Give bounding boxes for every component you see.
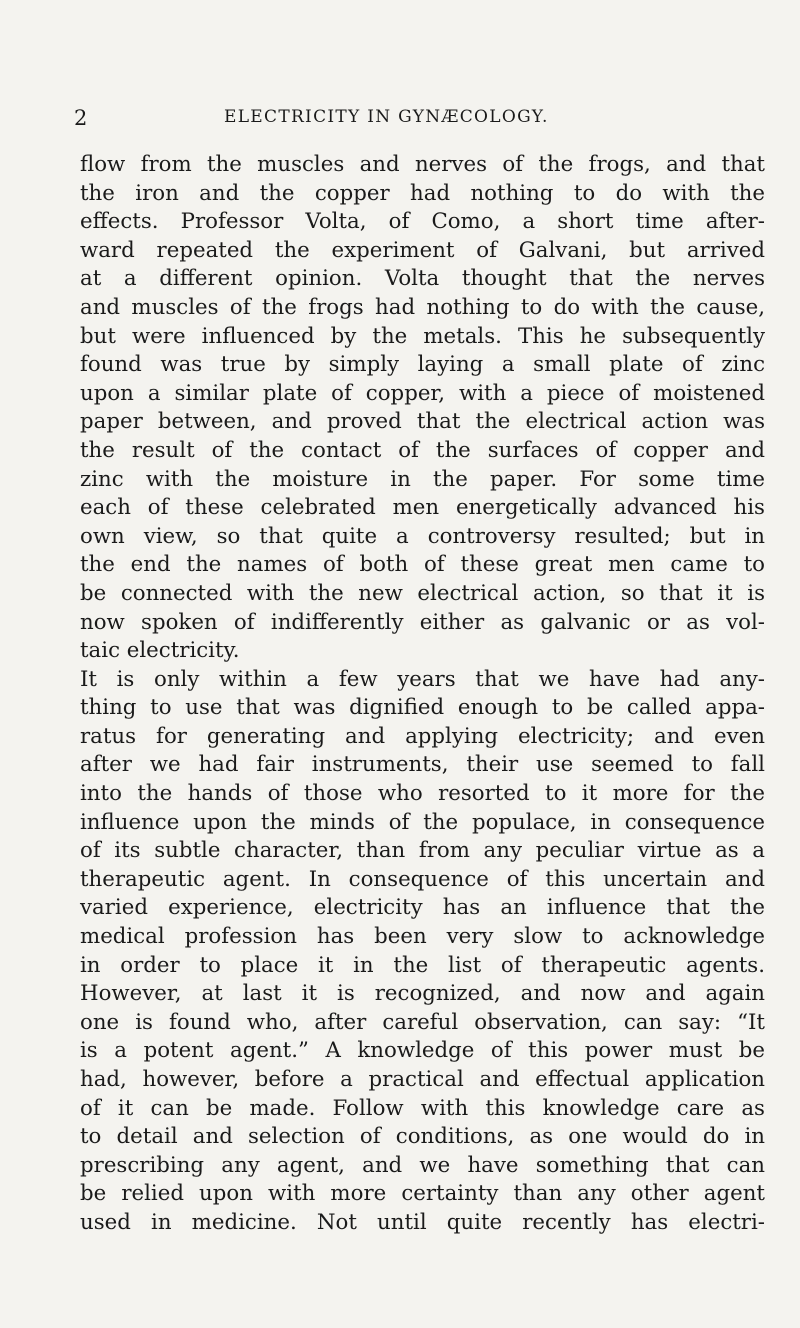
text-line: used in medicine. Not until quite recently has electri- — [80, 1209, 765, 1235]
text-line: prescribing any agent, and we have something that can — [80, 1152, 765, 1178]
text-line: found was true by simply laying a small plate of zinc — [80, 352, 765, 378]
text-line: therapeutic agent. In consequence of this uncertain and — [80, 866, 765, 892]
text-line: effects. Professor Volta, of Como, a short time after- — [80, 209, 765, 235]
body-text — [80, 151, 765, 1238]
text-line: and muscles of the frogs had nothing to do with the cause, — [80, 294, 765, 320]
text-line: of its subtle character, than from any peculiar virtue as a — [80, 838, 765, 864]
running-title: ELECTRICITY IN GYNÆCOLOGY. — [224, 107, 549, 127]
text-line: flow from the muscles and nerves of the frogs, and that — [80, 152, 765, 177]
text-line: ward repeated the experiment of Galvani, but arrived — [80, 237, 765, 263]
text-line: at a different opinion. Volta thought that the nerves — [80, 266, 765, 292]
text-line: However, at last it is recognized, and now and again — [80, 981, 765, 1007]
text-line: one is found who, after careful observation, can say: “It — [80, 1009, 765, 1035]
text-line: ratus for generating and applying electricity; and even — [80, 723, 765, 749]
text-line: the iron and the copper had nothing to do with the — [80, 180, 765, 206]
paragraph-end-line: taic electricity. — [80, 638, 240, 664]
text-line: to detail and selection of conditions, as one would do in — [80, 1124, 765, 1150]
text-line: medical profession has been very slow to acknowledge — [80, 924, 765, 950]
text-line: zinc with the moisture in the paper. For some time — [80, 466, 765, 492]
text-line: be relied upon with more certainty than any other agent — [80, 1181, 765, 1207]
text-line: influence upon the minds of the populace, in consequence — [80, 809, 765, 835]
paragraph-start-line: It is only within a few years that we have had any- — [80, 666, 765, 692]
text-line: each of these celebrated men energetically advanced his — [80, 495, 765, 521]
text-line: the result of the contact of the surfaces of copper and — [80, 437, 765, 463]
text-line: the end the names of both of these great men came to — [80, 552, 765, 578]
text-line: in order to place it in the list of therapeutic agents. — [80, 952, 765, 978]
text-line: into the hands of those who resorted to it more for the — [80, 781, 765, 807]
text-line: after we had fair instruments, their use seemed to fall — [80, 752, 765, 778]
text-line: but were influenced by the metals. This he subsequently — [80, 323, 765, 349]
text-line: varied experience, electricity has an influence that the — [80, 895, 765, 921]
text-line: paper between, and proved that the electrical action was — [80, 409, 765, 435]
running-header — [74, 106, 764, 134]
text-line: now spoken of indifferently either as galvanic or as vol- — [80, 609, 765, 635]
text-line: thing to use that was dignified enough to be called appa- — [80, 695, 765, 721]
text-line: own view, so that quite a controversy resulted; but in — [80, 523, 765, 549]
text-line: be connected with the new electrical action, so that it is — [80, 580, 765, 606]
text-line: upon a similar plate of copper, with a piece of moistened — [80, 380, 765, 406]
text-line: of it can be made. Follow with this knowledge care as — [80, 1095, 765, 1121]
text-line: had, however, before a practical and effectual application — [80, 1067, 765, 1092]
page-number: 2 — [74, 106, 88, 130]
text-line: is a potent agent.” A knowledge of this power must be — [80, 1038, 765, 1064]
